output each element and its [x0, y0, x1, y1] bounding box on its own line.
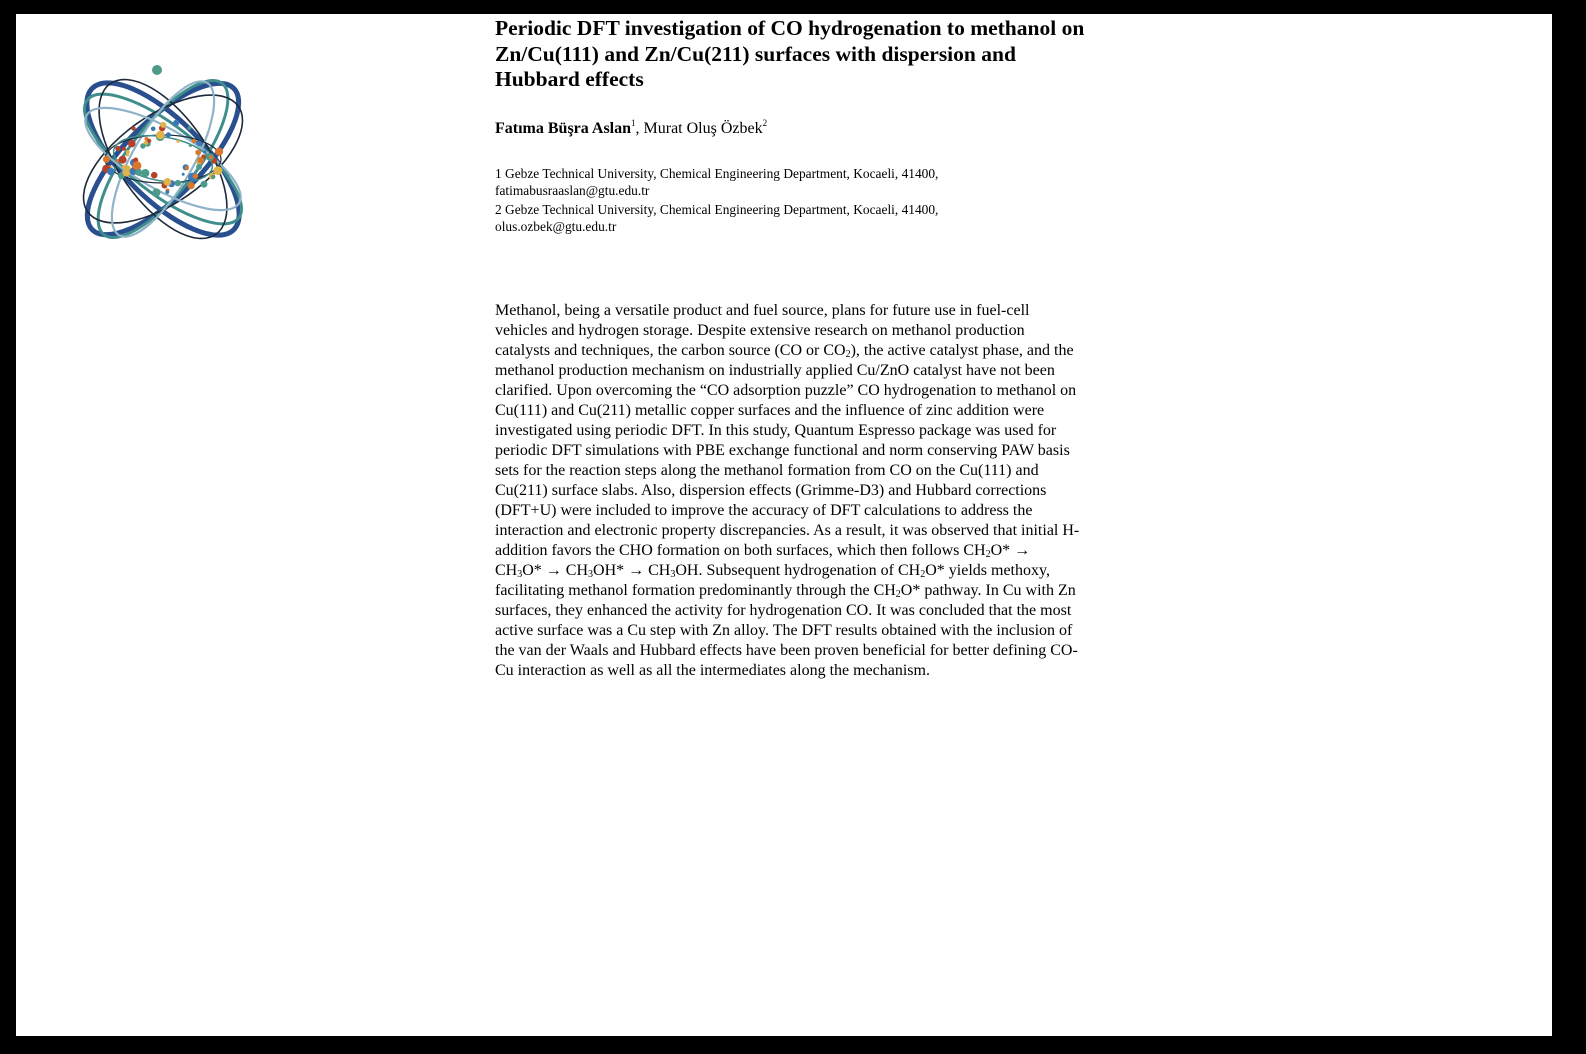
atom-sphere: [119, 156, 127, 164]
subscript: 2: [920, 568, 926, 580]
atom-sphere: [151, 127, 156, 132]
atom-sphere: [156, 131, 165, 140]
abstract-text-run: O* → CH: [522, 561, 589, 579]
atom-sphere: [131, 126, 135, 130]
atom-sphere: [196, 140, 202, 146]
atom-sphere: [126, 153, 129, 156]
subscript: 2: [985, 548, 991, 560]
atom-sphere: [188, 126, 192, 130]
atom-sphere: [140, 143, 145, 148]
atom-sphere: [175, 180, 181, 186]
atom-sphere: [147, 139, 151, 143]
atom-sphere: [177, 140, 180, 143]
abstract-text: [495, 301, 1080, 681]
atom-sphere: [115, 146, 120, 151]
abstract-text-run: OH. Subsequent hydrogenation of CH: [675, 561, 921, 579]
affiliation-email: fatimabusraaslan@gtu.edu.tr: [495, 182, 650, 198]
paper-content: [495, 16, 1095, 697]
atom-sphere: [152, 65, 162, 75]
author-affiliation-mark: 1: [631, 117, 636, 128]
abstract-text-run: O* yields methoxy, facilitating methanol formation predominantly through the CH: [495, 561, 1050, 599]
abstract-text-run: O* → CH: [495, 541, 1031, 579]
abstract-text-run: OH* → CH: [593, 561, 671, 579]
abstract-text-run: O* pathway. In Cu with Zn surfaces, they enhanced the activity for hydrogenation CO. It was concluded that the most active surface was a Cu step with Zn alloy. The DFT results obtained with the inclusion of the van der Waals and Hubbard effects have been proven beneficial for better defining CO-Cu interaction as well as all the intermediates along the mechanism.: [495, 581, 1078, 679]
author-list: [495, 119, 1095, 139]
orbit-ring: [65, 61, 260, 256]
subscript: 2: [845, 348, 851, 360]
abstract-text-run: Methanol, being a versatile product and fuel source, plans for future use in fuel-cell vehicles and hydrogen storage. Despite extensive research on methanol production catalysts and techniques, the carbon source (CO or CO: [495, 301, 1030, 359]
atom-sphere: [193, 174, 198, 179]
author-affiliation-mark: 2: [762, 117, 768, 128]
affiliation-email: olus.ozbek@gtu.edu.tr: [495, 218, 617, 234]
document-page: [16, 14, 1552, 1036]
atom-sphere: [123, 169, 130, 176]
atom-sphere: [173, 120, 179, 126]
atom-sphere: [197, 157, 204, 164]
atom-sphere: [122, 147, 126, 151]
author-name: Fatıma Büşra Aslan: [495, 119, 632, 137]
atom-sphere: [214, 166, 223, 175]
subscript: 3: [670, 568, 676, 580]
atom-sphere: [103, 156, 110, 163]
author-name: Murat Oluş Özbek: [643, 119, 763, 137]
affiliation-address: 1 Gebze Technical University, Chemical Engineering Department, Kocaeli, 41400,: [495, 165, 939, 181]
subscript: 3: [588, 568, 594, 580]
subscript: 2: [895, 588, 901, 600]
atom-sphere: [189, 144, 192, 147]
atom-sphere: [133, 161, 142, 170]
affiliation-item: [495, 165, 1095, 199]
affiliation-address: 2 Gebze Technical University, Chemical Engineering Department, Kocaeli, 41400,: [495, 201, 939, 217]
atom-sphere: [192, 139, 196, 143]
atom-sphere: [164, 178, 172, 186]
atom-sphere: [152, 188, 160, 196]
atom-sphere: [141, 169, 149, 177]
paper-title: Periodic DFT investigation of CO hydrogenation to methanol on Zn/Cu(111) and Zn/Cu(211) surfaces with dispersion and Hubbard effects: [495, 16, 1085, 91]
affiliation-item: [495, 201, 1095, 235]
atom-sphere: [188, 182, 195, 189]
author-separator: ,: [635, 119, 644, 137]
atom-sphere: [185, 166, 189, 170]
atom-sphere: [160, 122, 166, 128]
atom-sphere: [151, 172, 158, 179]
atom-sphere: [196, 164, 202, 170]
atom-orbits-logo-icon: [58, 54, 268, 264]
atom-sphere: [165, 190, 169, 194]
atom-sphere: [201, 181, 208, 188]
atom-sphere: [203, 150, 206, 153]
atom-sphere: [195, 150, 201, 156]
atom-sphere: [182, 173, 185, 176]
atom-sphere: [107, 168, 114, 175]
abstract-text-run: ), the active catalyst phase, and the methanol production mechanism on industrially applied Cu/ZnO catalyst have not been clarified. Upon overcoming the “CO adsorption puzzle” CO hydrogenation to methanol on Cu(111) and Cu(211) metallic copper surfaces and the influence of zinc addition were investigated using periodic DFT. In this study, Quantum Espresso package was used for periodic DFT simulations with PBE exchange functional and norm conserving PAW basis sets for the reaction steps along the methanol formation from CO on the Cu(111) and Cu(211) surface slabs. Also, dispersion effects (Grimme-D3) and Hubbard corrections (DFT+U) were included to improve the accuracy of DFT calculations to address the interaction and electronic property discrepancies. As a result, it was observed that initial H-addition favors the CHO formation on both surfaces, which then follows CH: [495, 341, 1080, 559]
atom-sphere: [215, 148, 223, 156]
atom-sphere: [166, 132, 171, 137]
affiliation-list: [495, 165, 1095, 235]
atom-sphere: [135, 169, 142, 176]
atom-sphere: [211, 175, 215, 179]
atom-sphere: [128, 140, 136, 148]
atom-sphere: [209, 155, 213, 159]
subscript: 3: [517, 568, 523, 580]
